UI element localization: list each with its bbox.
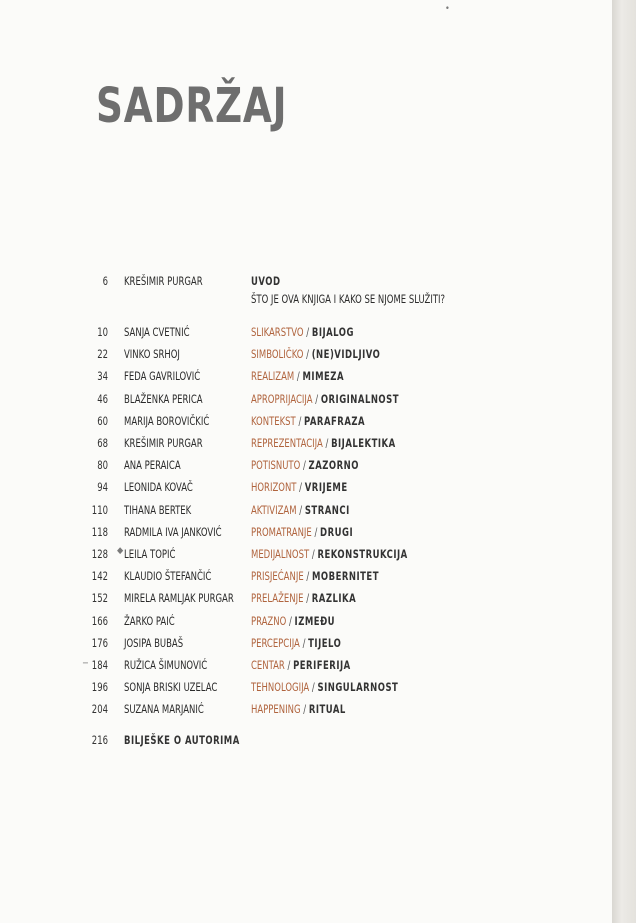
toc-topic [251, 456, 359, 474]
toc-page-number: 152 [91, 591, 108, 606]
toc-entry-row [0, 501, 612, 519]
toc-term: (NE)VIDLJIVO [311, 347, 381, 362]
toc-separator: / [325, 436, 329, 450]
toc-topic [251, 523, 353, 541]
toc-term: STRANCI [304, 502, 350, 517]
toc-page-number: 10 [97, 325, 108, 339]
toc-concept: TEHNOLOGIJA [251, 680, 310, 695]
toc-page-number: 142 [91, 569, 108, 584]
toc-author: TIHANA BERTEK [124, 502, 192, 517]
toc-author: JOSIPA BUBAŠ [124, 635, 184, 650]
toc-separator: / [306, 347, 309, 362]
toc-page-number: 176 [91, 635, 108, 650]
toc-entry-row [0, 589, 612, 607]
toc-bio-label: BILJEŠKE O AUTORIMA [124, 732, 240, 747]
toc-topic [251, 612, 335, 630]
toc-page-number: 166 [91, 613, 108, 628]
toc-term: TIJELO [308, 635, 342, 650]
toc-page-number: 60 [97, 413, 108, 428]
toc-author: SONJA BRISKI UZELAC [124, 680, 218, 695]
toc-separator: / [306, 591, 310, 606]
toc-term: MIMEZA [302, 369, 345, 384]
toc-topic [251, 700, 346, 718]
toc-entry-row [0, 456, 612, 474]
pencil-mark: ─ [83, 659, 88, 669]
toc-author: ŽARKO PAIĆ [124, 613, 175, 628]
toc-separator: / [311, 547, 315, 561]
toc-concept: PERCEPCIJA [251, 635, 300, 650]
toc-separator: / [299, 480, 303, 495]
toc-intro-row [0, 272, 612, 290]
page-title: SADRŽAJ [96, 78, 288, 134]
toc-intro-label: UVOD [251, 274, 281, 288]
toc-bio-row [0, 731, 612, 749]
toc-separator: / [311, 680, 315, 695]
toc-term: IZMEĐU [294, 613, 336, 628]
toc-page-number: 204 [91, 702, 108, 717]
toc-author: VINKO SRHOJ [124, 347, 180, 362]
toc-entry-row [0, 478, 612, 496]
toc-entry-row [0, 634, 612, 652]
toc-intro-subtitle: ŠTO JE OVA KNJIGA I KAKO SE NJOME SLUŽITI? [251, 292, 446, 306]
toc-topic [251, 634, 341, 652]
toc-entry-row [0, 345, 612, 363]
toc-topic [251, 390, 399, 408]
toc-separator: / [306, 325, 310, 339]
toc-author: KLAUDIO ŠTEFANČIĆ [124, 569, 212, 584]
toc-topic [251, 478, 348, 496]
toc-page-number: 184 [91, 658, 108, 672]
toc-separator: / [287, 658, 291, 672]
toc-term: PERIFERIJA [293, 658, 351, 672]
toc-author: SUZANA MARJANIĆ [124, 702, 204, 717]
toc-page-number: 94 [97, 480, 108, 495]
toc-concept: REPREZENTACIJA [251, 436, 323, 450]
toc-topic [251, 345, 380, 363]
toc-term: SINGULARNOST [317, 680, 399, 695]
toc-concept: APROPRIJACIJA [251, 391, 313, 406]
toc-term: BIJALEKTIKA [331, 436, 396, 450]
toc-concept: MEDIJALNOST [251, 547, 310, 561]
toc-term: BIJALOG [311, 325, 354, 339]
toc-term: DRUGI [320, 524, 354, 539]
toc-page-number: 68 [97, 436, 108, 450]
toc-concept: POTISNUTO [251, 458, 301, 473]
toc-author: MARIJA BOROVIČKIĆ [124, 413, 210, 428]
toc-entry-row [0, 323, 612, 341]
toc-page-number: 216 [91, 732, 108, 747]
toc-author: KREŠIMIR PURGAR [124, 274, 203, 288]
toc-entry-row [0, 700, 612, 718]
toc-entry-row [0, 412, 612, 430]
toc-entry-row [0, 612, 612, 630]
toc-author: KREŠIMIR PURGAR [124, 436, 203, 450]
toc-concept: PRAZNO [251, 613, 287, 628]
toc-page-number: 34 [97, 369, 108, 384]
toc-term: VRIJEME [304, 480, 348, 495]
toc-entry-row [0, 545, 612, 563]
toc-page-number: 128 [91, 547, 108, 561]
toc-term: RAZLIKA [311, 591, 357, 606]
toc-topic [251, 567, 379, 585]
paper-speck: • [445, 4, 450, 14]
toc-topic [251, 412, 365, 430]
toc-entry-row [0, 390, 612, 408]
toc-separator: / [302, 458, 306, 473]
toc-concept: AKTIVIZAM [251, 502, 297, 517]
toc-topic [251, 589, 356, 607]
toc-page-number: 196 [91, 680, 108, 695]
toc-term: ZAZORNO [308, 458, 359, 473]
toc-term: ORIGINALNOST [320, 391, 400, 406]
toc-author: LEILA TOPIĆ [124, 547, 176, 561]
bullet-mark: ◆ [117, 546, 124, 556]
toc-concept: SLIKARSTVO [251, 325, 304, 339]
toc-separator: / [314, 524, 318, 539]
toc-concept: HORIZONT [251, 480, 297, 495]
toc-separator: / [302, 635, 306, 650]
toc-author: FEDA GAVRILOVIĆ [124, 369, 201, 384]
toc-entry-row [0, 523, 612, 541]
toc-concept: SIMBOLIČKO [251, 347, 304, 362]
toc-author: SANJA CVETNIĆ [124, 325, 190, 339]
toc-author: MIRELA RAMLJAK PURGAR [124, 591, 234, 606]
toc-separator: / [288, 613, 292, 628]
toc-term: REKONSTRUKCIJA [317, 547, 408, 561]
toc-entry-row [0, 678, 612, 696]
toc-topic [251, 678, 398, 696]
toc-separator: / [306, 569, 310, 584]
toc-term: PARAFRAZA [304, 413, 366, 428]
toc-entry-row [0, 656, 612, 674]
toc-concept: HAPPENING [251, 702, 301, 717]
toc-concept: PROMATRANJE [251, 524, 312, 539]
toc-page-number: 46 [97, 391, 108, 406]
toc-author: BLAŽENKA PERICA [124, 391, 203, 406]
toc-page-number: 80 [97, 458, 108, 473]
toc-separator: / [303, 702, 307, 717]
toc-topic [251, 656, 351, 674]
toc-page-number: 22 [97, 347, 108, 362]
toc-topic [251, 323, 354, 341]
toc-separator: / [298, 413, 302, 428]
book-spine-edge [612, 0, 636, 923]
toc-page-number: 6 [102, 274, 108, 288]
toc-term: MOBERNITET [311, 569, 379, 584]
toc-author: RUŽICA ŠIMUNOVIĆ [124, 658, 208, 672]
toc-separator: / [296, 369, 300, 384]
toc-entry-row [0, 434, 612, 452]
toc-author: RADMILA IVA JANKOVIĆ [124, 524, 222, 539]
toc-separator: / [299, 502, 303, 517]
toc-entry-row [0, 367, 612, 385]
toc-concept: CENTAR [251, 658, 285, 672]
toc-intro-subtitle-row [0, 290, 612, 308]
toc-page-number: 110 [91, 502, 108, 517]
toc-page-number: 118 [91, 524, 108, 539]
toc-concept: KONTEKST [251, 413, 296, 428]
toc-concept: PRELAŽENJE [251, 591, 304, 606]
toc-entry-row [0, 567, 612, 585]
toc-term: RITUAL [308, 702, 346, 717]
toc-topic [251, 501, 350, 519]
toc-author: LEONIDA KOVAČ [124, 480, 193, 495]
toc-topic [251, 545, 408, 563]
toc-author: ANA PERAICA [124, 458, 181, 473]
toc-concept: PRISJEĆANJE [251, 569, 304, 584]
toc-concept: REALIZAM [251, 369, 295, 384]
toc-topic [251, 434, 396, 452]
toc-topic [251, 367, 344, 385]
toc-separator: / [315, 391, 319, 406]
